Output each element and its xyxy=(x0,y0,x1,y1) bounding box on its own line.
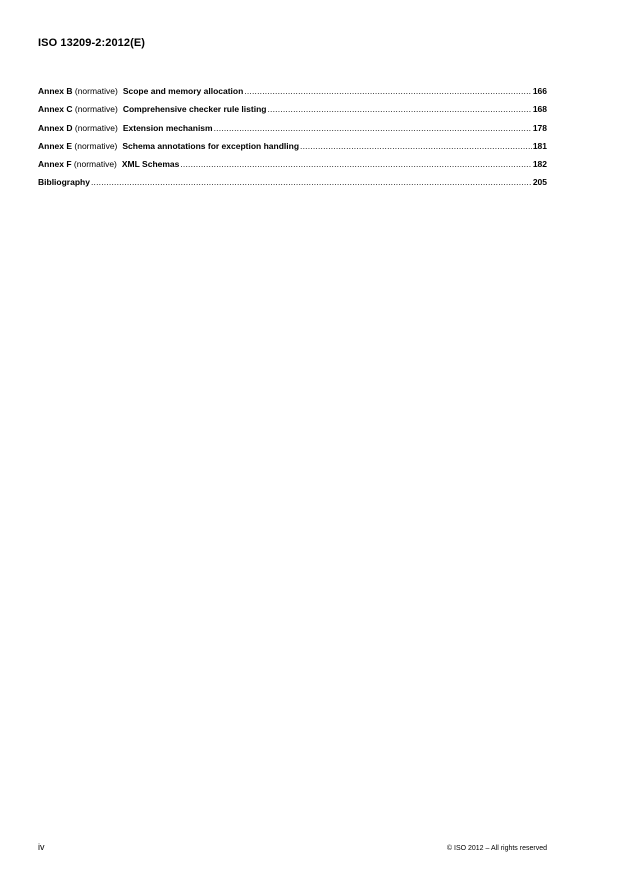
footer-copyright: © ISO 2012 – All rights reserved xyxy=(446,845,547,852)
toc-entry-annex-e[interactable] xyxy=(38,141,547,159)
toc-dot-leader xyxy=(91,177,532,187)
toc-entry-prefix xyxy=(38,123,118,133)
annex-type: (normative) xyxy=(74,140,118,151)
document-header: ISO 13209-2:2012(E) xyxy=(38,37,146,49)
annex-label: Annex E xyxy=(38,140,73,151)
page-footer xyxy=(38,842,547,852)
toc-entry-page: 178 xyxy=(532,122,547,133)
toc-dot-leader xyxy=(267,104,531,114)
annex-type: (normative) xyxy=(74,86,118,96)
toc-entry-bibliography[interactable] xyxy=(38,177,547,195)
toc-entry-annex-c[interactable] xyxy=(38,104,547,122)
toc-dot-leader xyxy=(244,86,532,96)
toc-entry-title: Schema annotations for exception handling xyxy=(122,140,300,151)
footer-page-number: iv xyxy=(38,842,45,852)
toc-entry-title: Scope and memory allocation xyxy=(122,86,244,96)
toc-entry-prefix xyxy=(38,104,118,114)
toc-dot-leader xyxy=(300,141,532,151)
toc-entry-prefix xyxy=(38,141,117,151)
toc-entry-annex-f[interactable] xyxy=(38,159,547,177)
toc-entry-annex-b[interactable] xyxy=(38,86,547,104)
toc-dot-leader xyxy=(180,159,531,169)
toc-entry-title: Extension mechanism xyxy=(122,122,213,133)
toc-entry-prefix xyxy=(38,86,118,96)
annex-label: Annex D xyxy=(38,122,73,133)
annex-label: Annex C xyxy=(38,104,73,115)
toc-entry-title: Comprehensive checker rule listing xyxy=(122,104,267,115)
toc-entry-page: 168 xyxy=(532,104,547,115)
toc-entry-page: 181 xyxy=(532,140,547,151)
annex-type: (normative) xyxy=(74,122,118,133)
toc-entry-title: XML Schemas xyxy=(121,159,180,170)
annex-type: (normative) xyxy=(73,159,117,170)
table-of-contents xyxy=(38,86,547,196)
annex-type: (normative) xyxy=(74,104,118,115)
toc-entry-page: 182 xyxy=(532,159,547,170)
toc-entry-page: 166 xyxy=(532,86,547,96)
annex-label: Annex F xyxy=(38,159,72,170)
annex-label: Annex B xyxy=(38,86,73,96)
toc-dot-leader xyxy=(214,123,532,133)
toc-entry-title: Bibliography xyxy=(38,177,90,188)
toc-entry-page: 205 xyxy=(532,177,547,188)
toc-entry-prefix xyxy=(38,159,117,169)
toc-entry-annex-d[interactable] xyxy=(38,123,547,141)
